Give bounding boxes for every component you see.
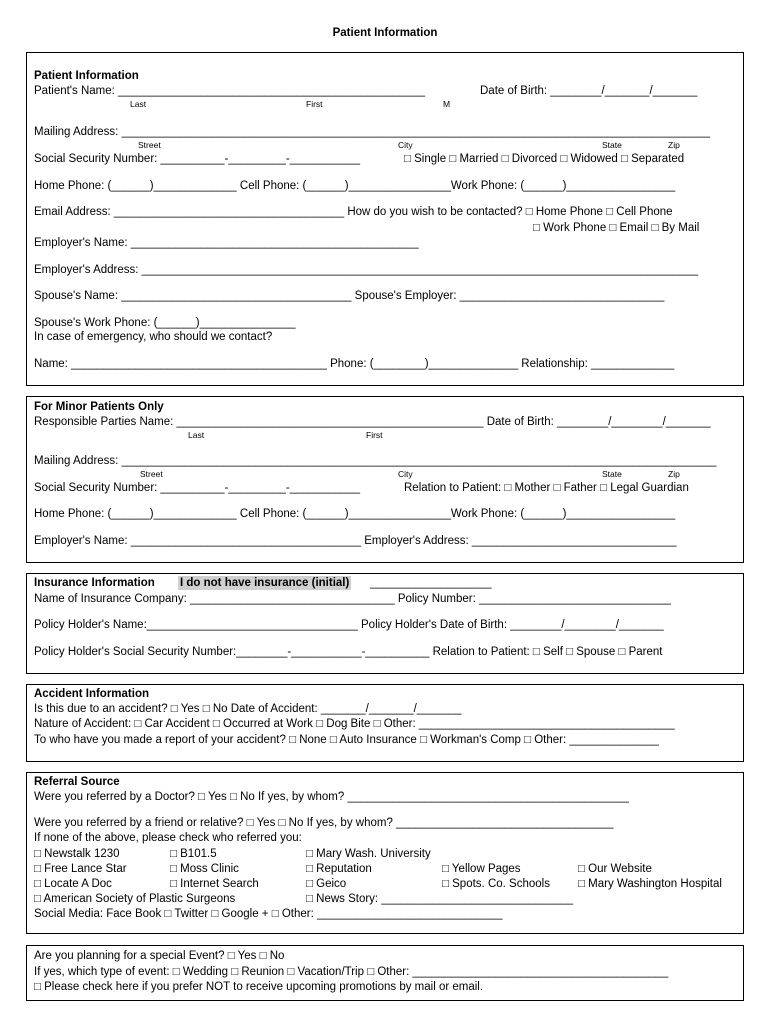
minor-ssn-field[interactable]: Social Security Number: __________-_________-___________ [34,482,361,494]
minor-phones-field[interactable]: Home Phone: (______)_____________ Cell Phone: (______)________________Work Phone: (______)_________________ [34,508,676,520]
minor-sublabel-last: Last [188,430,205,440]
minor-sublabel-city: City [398,469,413,479]
responsible-name-field[interactable]: Responsible Parties Name: ________________________________________________ Date of Birth: ________/________/_______ [34,416,711,428]
referral-doctor-field[interactable]: Were you referred by a Doctor? □ Yes □ No If yes, by whom? ____________________________________________ [34,791,629,803]
referral-moss[interactable]: □ Moss Clinic [170,863,239,875]
emergency-contact-field[interactable]: Name: ________________________________________ Phone: (________)______________ Relationship: _____________ [34,358,675,370]
sublabel-m: M [443,99,451,109]
spouse-field[interactable]: Spouse's Name: ____________________________________ Spouse's Employer: ________________________________ [34,290,665,302]
referral-amsoc[interactable]: □ American Society of Plastic Surgeons [34,893,236,905]
event-question[interactable]: Are you planning for a special Event? □ Yes □ No [34,950,285,962]
emergency-question: In case of emergency, who should we contact? [34,331,273,343]
insurance-heading: Insurance Information [34,577,155,589]
referral-friend-field[interactable]: Were you referred by a friend or relative? □ Yes □ No If yes, by whom? __________________________________ [34,817,614,829]
sublabel-last: Last [130,99,147,109]
insurance-company-field[interactable]: Name of Insurance Company: ________________________________ Policy Number: ______________________________ [34,593,671,605]
referral-b1015[interactable]: □ B101.5 [170,848,217,860]
referral-yellow[interactable]: □ Yellow Pages [442,863,521,875]
employer-name-field[interactable]: Employer's Name: _____________________________________________ [34,237,419,249]
contact-method-checkboxes[interactable]: □ Work Phone □ Email □ By Mail [533,222,700,234]
accident-nature-field[interactable]: Nature of Accident: □ Car Accident □ Occurred at Work □ Dog Bite □ Other: ________________________________________ [34,718,675,730]
accident-due-field[interactable]: Is this due to an accident? □ Yes □ No Date of Accident: _______/_______/_______ [34,703,462,715]
referral-heading: Referral Source [34,776,120,788]
referral-news[interactable]: □ News Story: ______________________________ [306,893,574,905]
referral-marywash[interactable]: □ Mary Wash. University [306,848,431,860]
minor-sublabel-first: First [366,430,383,440]
promotions-optout-checkbox[interactable]: □ Please check here if you prefer NOT to receive upcoming promotions by mail or email. [34,981,484,993]
sublabel-zip: Zip [668,140,680,150]
sublabel-street: Street [138,140,161,150]
referral-geico[interactable]: □ Geico [306,878,347,890]
minor-relation-checkboxes[interactable]: Relation to Patient: □ Mother □ Father □ Legal Guardian [404,482,689,494]
page-title: Patient Information [332,27,438,39]
policy-holder-ssn-field[interactable]: Policy Holder's Social Security Number:________-___________-__________ Relation to Patient: □ Self □ Spouse □ Parent [34,646,663,658]
patient-name-field[interactable]: Patient's Name: ________________________________________________ [34,85,426,97]
referral-freelance[interactable]: □ Free Lance Star [34,863,127,875]
accident-report-field[interactable]: To who have you made a report of your accident? □ None □ Auto Insurance □ Workman's Comp □ Other: ______________ [34,734,659,746]
referral-locate[interactable]: □ Locate A Doc [34,878,112,890]
sublabel-state: State [602,140,622,150]
no-insurance-label: I do not have insurance (initial) [180,577,350,589]
referral-reputation[interactable]: □ Reputation [306,863,372,875]
referral-website[interactable]: □ Our Website [578,863,652,875]
patient-mailing-field[interactable]: Mailing Address: ____________________________________________________________________________________________ [34,126,710,138]
no-insurance-initial-field[interactable]: ___________________ [370,577,492,589]
referral-mwh[interactable]: □ Mary Washington Hospital [578,878,722,890]
referral-internet[interactable]: □ Internet Search [170,878,259,890]
patient-info-heading: Patient Information [34,70,139,82]
minor-mailing-field[interactable]: Mailing Address: _____________________________________________________________________________________________ [34,455,717,467]
referral-none-text: If none of the above, please check who referred you: [34,832,302,844]
sublabel-first: First [306,99,323,109]
referral-social-media[interactable]: Social Media: Face Book □ Twitter □ Google + □ Other: _____________________________ [34,908,503,920]
referral-spots[interactable]: □ Spots. Co. Schools [442,878,550,890]
patient-ssn-field[interactable]: Social Security Number: __________-_________-___________ [34,153,361,165]
sublabel-city: City [398,140,413,150]
referral-newstalk[interactable]: □ Newstalk 1230 [34,848,120,860]
patient-dob-field[interactable]: Date of Birth: ________/_______/_______ [480,85,698,97]
minor-sublabel-street: Street [140,469,163,479]
patient-email-field[interactable]: Email Address: ____________________________________ How do you wish to be contacted? □ Home Phone □ Cell Phone [34,206,673,218]
policy-holder-field[interactable]: Policy Holder's Name:_________________________________ Policy Holder's Date of Birth: ________/________/_______ [34,619,664,631]
patient-phones-field[interactable]: Home Phone: (______)_____________ Cell Phone: (______)________________Work Phone: (______)_________________ [34,180,676,192]
accident-heading: Accident Information [34,688,150,700]
spouse-phone-field[interactable]: Spouse's Work Phone: (______)_______________ [34,317,296,329]
event-type-field[interactable]: If yes, which type of event: □ Wedding □ Reunion □ Vacation/Trip □ Other: ________________________________________ [34,966,669,978]
minor-heading: For Minor Patients Only [34,401,164,413]
minor-employer-field[interactable]: Employer's Name: ____________________________________ Employer's Address: ________________________________ [34,535,677,547]
minor-sublabel-zip: Zip [668,469,680,479]
minor-sublabel-state: State [602,469,622,479]
employer-address-field[interactable]: Employer's Address: _______________________________________________________________________________________ [34,264,699,276]
marital-status-checkboxes[interactable]: □ Single □ Married □ Divorced □ Widowed □ Separated [404,153,685,165]
